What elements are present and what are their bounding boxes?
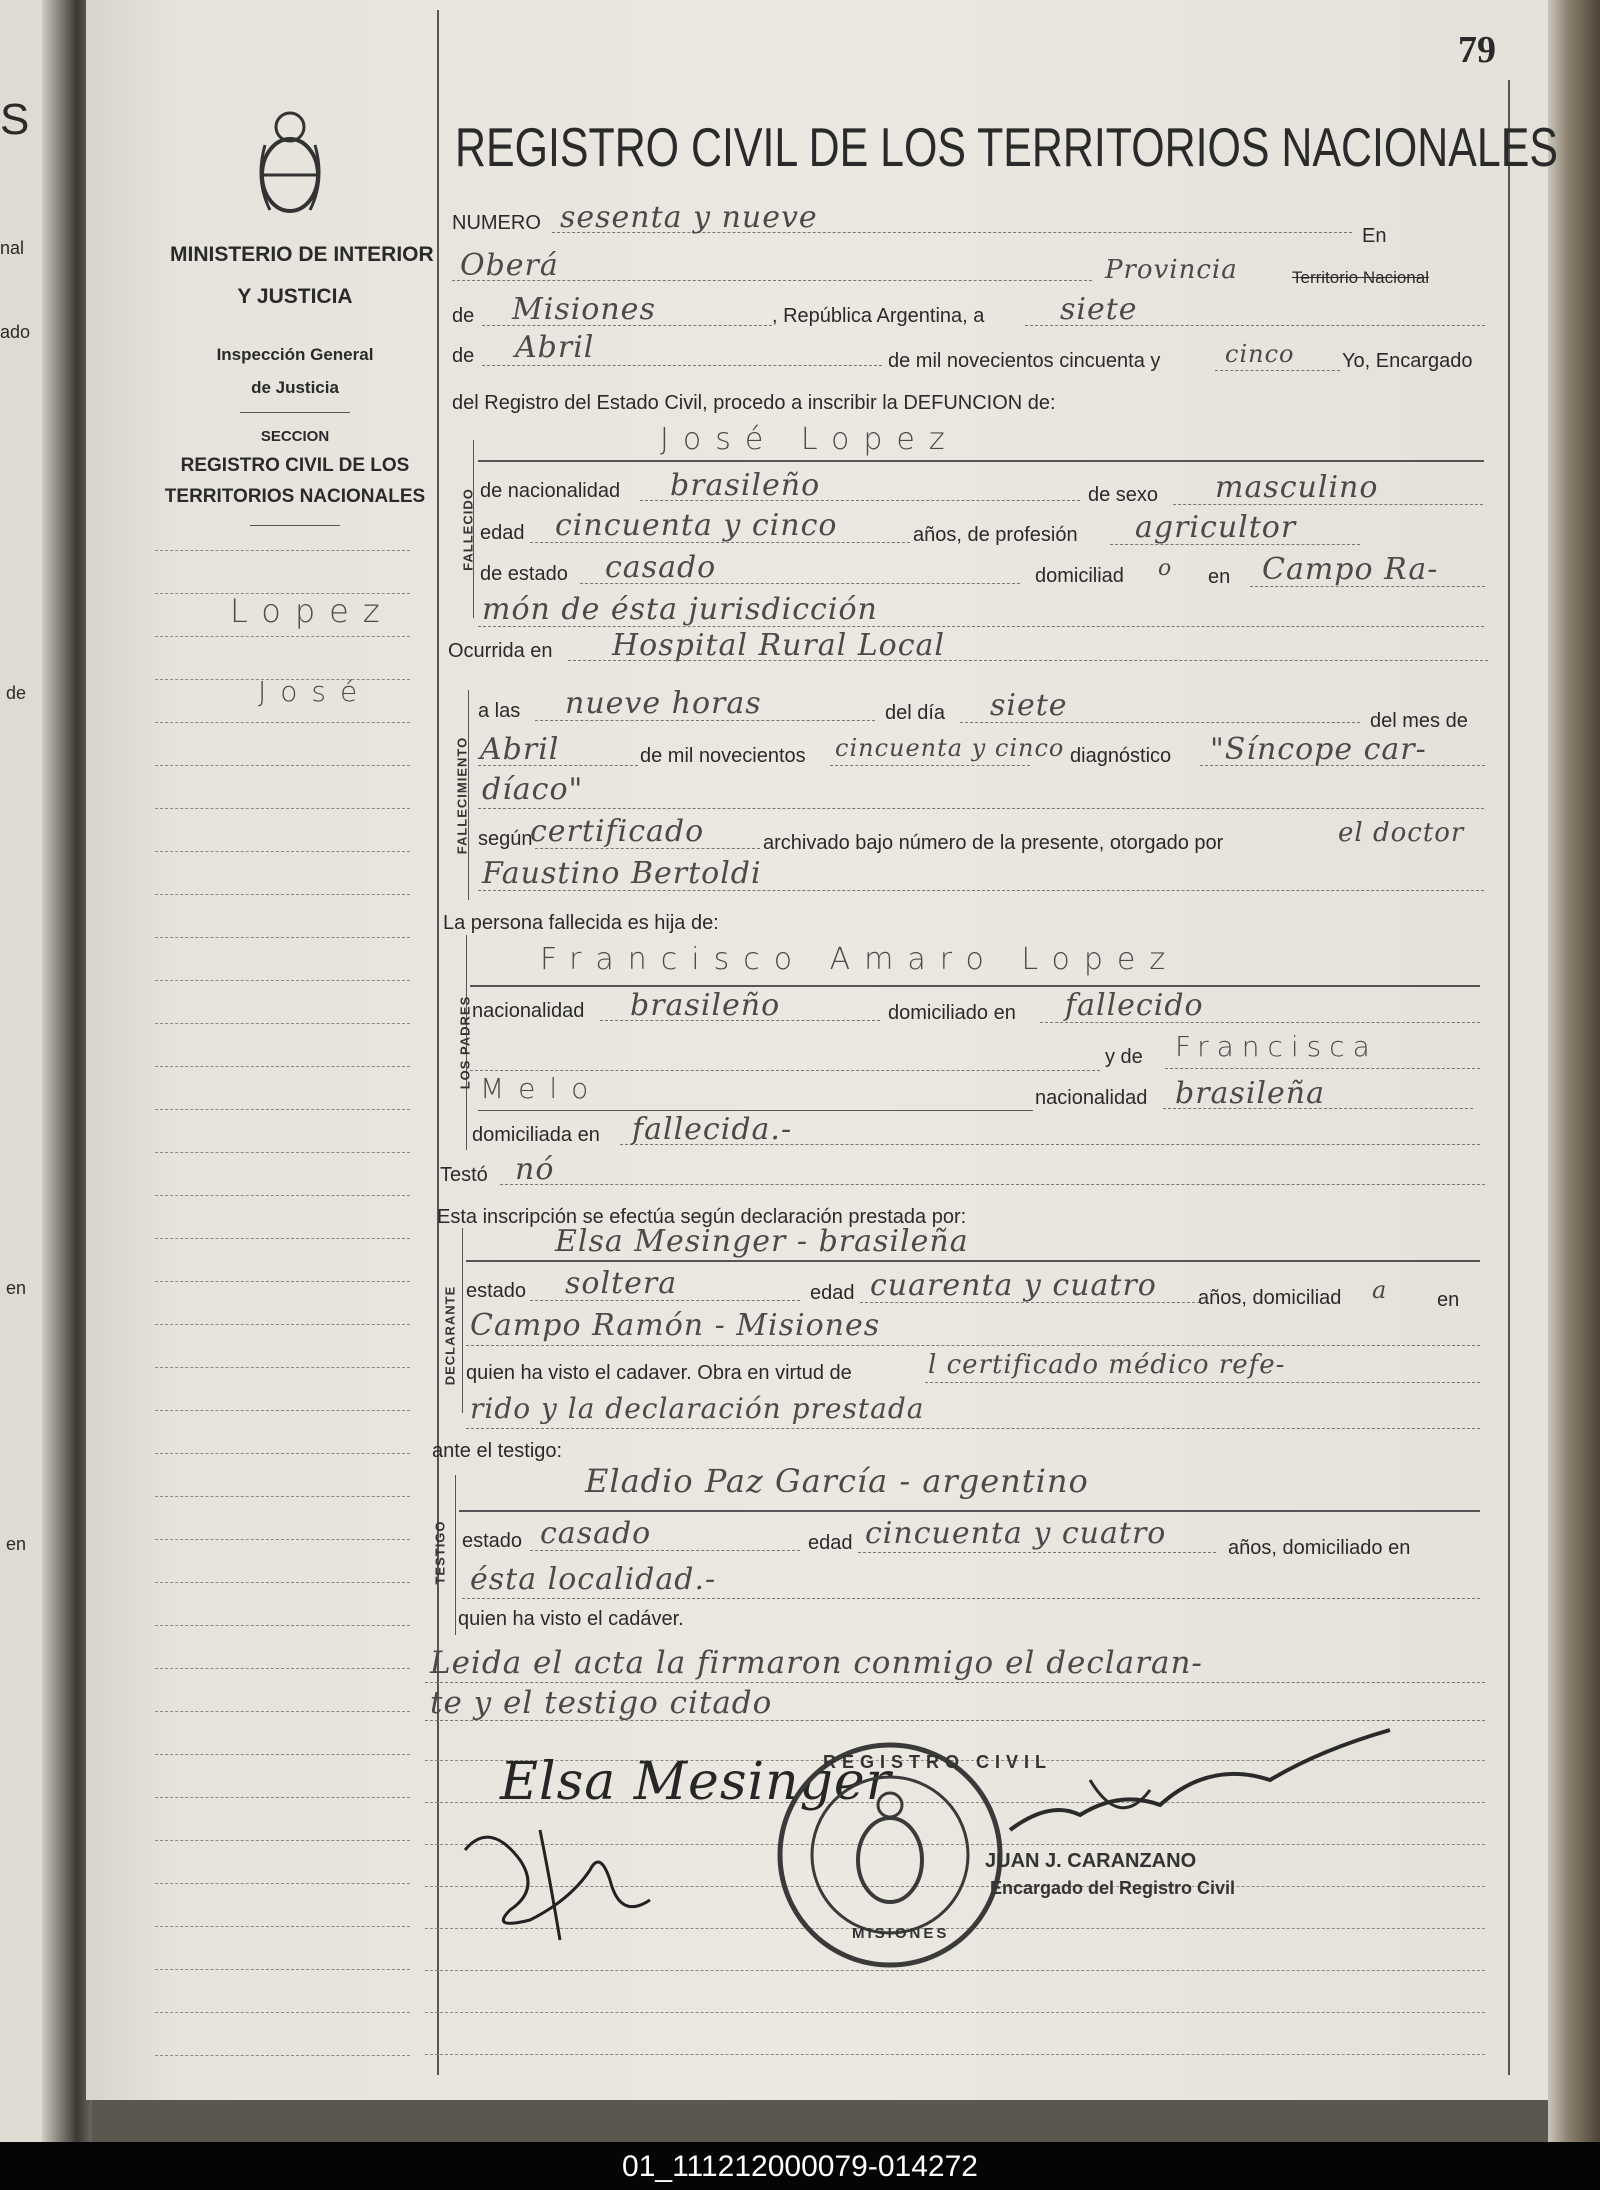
ocurrida-label: Ocurrida en xyxy=(448,640,553,662)
father-domicilio-value: fallecido xyxy=(1065,988,1204,1023)
declarant-signature: Elsa Mesinger xyxy=(500,1752,892,1812)
ruled-line xyxy=(155,1668,410,1669)
ruled-line xyxy=(155,765,410,766)
declarante-intro: Esta inscripción se efectúa según declaración prestada por: xyxy=(437,1206,967,1228)
ruled-line xyxy=(155,1840,410,1841)
territory-label: Territorio Nacional xyxy=(1292,268,1429,287)
ruled-line xyxy=(155,1754,410,1755)
frame-right xyxy=(1508,80,1510,2075)
diagnostico-value-2: díaco" xyxy=(482,772,584,807)
left-fragment: en xyxy=(6,1278,27,1298)
ruled-line xyxy=(155,1066,410,1067)
domiciliado-suffix: o xyxy=(1158,556,1173,581)
ruled-line xyxy=(155,1367,410,1368)
nacionalidad-label: de nacionalidad xyxy=(480,480,621,502)
day-value: siete xyxy=(1060,292,1138,327)
mother-surname: Melo xyxy=(480,1072,603,1105)
doctor-value: el doctor xyxy=(1338,818,1465,848)
dia-value: siete xyxy=(990,688,1068,723)
declarante-en-label: en xyxy=(1437,1289,1460,1311)
testigo-domicilio: ésta localidad.- xyxy=(470,1562,717,1597)
ruled-line xyxy=(155,894,410,895)
yo-text: Yo, Encargado xyxy=(1342,350,1473,372)
nacionalidad-value: brasileño xyxy=(670,468,821,503)
ruled-line xyxy=(155,2012,410,2013)
testigo-edad-value: cincuenta y cuatro xyxy=(865,1516,1167,1551)
diagnostico-label: diagnóstico xyxy=(1070,745,1172,767)
ruled-line xyxy=(425,2012,1485,2013)
section-label-declarante: DECLARANTE xyxy=(442,1285,458,1386)
ruled-line xyxy=(155,1969,410,1970)
officer-title: Encargado del Registro Civil xyxy=(990,1878,1236,1898)
numero-label: NUMERO xyxy=(452,212,541,234)
declarante-obra-value-2: rido y la declaración prestada xyxy=(470,1392,925,1425)
left-fragment: nal xyxy=(0,238,25,258)
mother-domiciliada-label: domiciliada en xyxy=(472,1124,600,1146)
year-value: cinco xyxy=(1225,340,1295,368)
ruled-line xyxy=(155,1281,410,1282)
testigo-anios-text: años, domiciliado en xyxy=(1228,1537,1411,1559)
ruled-line xyxy=(155,679,410,680)
ruled-line xyxy=(155,1324,410,1325)
page-number: 79 xyxy=(1458,29,1496,71)
testo-value: nó xyxy=(515,1152,555,1187)
ruled-line xyxy=(155,636,410,637)
stamp-bottom: MISIONES xyxy=(852,1925,950,1942)
declarante-anios-text: años, domiciliad xyxy=(1198,1287,1342,1309)
ruled-line xyxy=(155,980,410,981)
en-label: En xyxy=(1362,225,1387,247)
ruled-line xyxy=(155,1496,410,1497)
closing-line-1: Leida el acta la firmaron conmigo el declaran- xyxy=(430,1645,1203,1681)
declarante-estado-label: estado xyxy=(466,1280,527,1302)
officer-signature-icon xyxy=(990,1720,1410,1850)
ruled-line xyxy=(155,1797,410,1798)
coat-of-arms-icon xyxy=(255,105,325,225)
ruled-line xyxy=(155,1883,410,1884)
testigo-edad-label: edad xyxy=(808,1532,853,1554)
father-nacionalidad-value: brasileño xyxy=(630,988,781,1023)
mother-name: Francisca xyxy=(1175,1030,1378,1063)
frame-left xyxy=(437,10,439,2075)
ruled-line xyxy=(155,1926,410,1927)
year-text: de mil novecientos cincuenta y xyxy=(888,350,1161,372)
ruled-line xyxy=(425,2054,1485,2055)
domicilio-en-label: en xyxy=(1208,566,1231,588)
stamp-text: REGISTRO CIVIL xyxy=(823,1752,1053,1772)
ruled-line xyxy=(155,851,410,852)
document-id: 01_111212000079-014272 xyxy=(622,2150,978,2183)
edad-label: edad xyxy=(480,522,525,544)
sexo-value: masculino xyxy=(1215,470,1379,505)
section-label-padres: LOS PADRES xyxy=(457,995,473,1090)
book-gutter xyxy=(42,0,92,2142)
ruled-line xyxy=(155,1023,410,1024)
mother-domicilio-value: fallecida.- xyxy=(632,1112,793,1147)
testo-label: Testó xyxy=(440,1164,488,1186)
estado-label: de estado xyxy=(480,563,568,585)
ocurrida-value: Hospital Rural Local xyxy=(612,628,946,663)
inspection-name: Inspección General xyxy=(216,345,374,364)
registry-text: del Registro del Estado Civil, procedo a inscribir la DEFUNCION de: xyxy=(452,392,1056,414)
hora-value: nueve horas xyxy=(565,686,762,721)
book-edge xyxy=(1548,0,1600,2142)
declarante-obra-value: l certificado médico refe- xyxy=(928,1350,1286,1380)
declarante-estado-value: soltera xyxy=(565,1266,678,1301)
ruled-line xyxy=(155,1195,410,1196)
section-name-2: TERRITORIOS NACIONALES xyxy=(164,486,426,507)
declarante-domicilio: Campo Ramón - Misiones xyxy=(470,1308,881,1343)
testigo-vio-text: quien ha visto el cadáver. xyxy=(458,1608,684,1630)
ruled-line xyxy=(155,1539,410,1540)
diagnostico-value: "Síncope car- xyxy=(1210,732,1427,767)
a-las-label: a las xyxy=(478,700,521,722)
numero-value: sesenta y nueve xyxy=(560,200,818,235)
testigo-intro: ante el testigo: xyxy=(432,1440,563,1462)
declarante-edad-value: cuarenta y cuatro xyxy=(870,1268,1157,1303)
officer-name: JUAN J. CARANZANO xyxy=(985,1850,1197,1872)
ruled-line xyxy=(155,1625,410,1626)
ruled-line xyxy=(155,550,410,551)
left-fragment: en xyxy=(6,1534,27,1554)
father-nacionalidad-label: nacionalidad xyxy=(472,1000,585,1022)
province-handwritten: Provincia xyxy=(1105,255,1238,285)
section-label-fallecido: FALLECIDO xyxy=(460,488,476,571)
testigo-name: Eladio Paz García - argentino xyxy=(585,1462,1089,1500)
de2-label: de xyxy=(452,345,475,367)
declarante-suffix: a xyxy=(1372,1276,1388,1304)
left-fragment: de xyxy=(6,683,27,703)
page-title: REGISTRO CIVIL DE LOS TERRITORIOS NACIONALES xyxy=(455,116,1558,178)
father-name: Francisco Amaro Lopez xyxy=(540,942,1180,977)
anio-label: de mil novecientos xyxy=(640,745,806,767)
margin-surname: Lopez xyxy=(230,592,394,630)
witness-signature-icon xyxy=(450,1810,690,1950)
sexo-label: de sexo xyxy=(1088,484,1159,506)
ruled-line xyxy=(155,808,410,809)
ruled-line xyxy=(155,1152,410,1153)
ministry-name-2: Y JUSTICIA xyxy=(237,285,353,308)
domicilio-value-2: món de ésta jurisdicción xyxy=(482,592,878,627)
ruled-line xyxy=(155,1711,410,1712)
mother-nacionalidad-value: brasileña xyxy=(1175,1076,1325,1111)
section-label-testigo: TESTIGO xyxy=(432,1520,448,1585)
province-name: Misiones xyxy=(512,292,656,327)
ruled-line xyxy=(155,2055,410,2056)
closing-line-2: te y el testigo citado xyxy=(430,1685,773,1721)
testigo-estado-label: estado xyxy=(462,1530,523,1552)
section-label: SECCION xyxy=(260,428,330,445)
divider xyxy=(250,525,340,526)
y-de-label: y de xyxy=(1105,1046,1143,1068)
section-name: REGISTRO CIVIL DE LOS xyxy=(180,455,410,476)
testigo-estado-value: casado xyxy=(540,1516,652,1551)
domicilio-value: Campo Ra- xyxy=(1262,552,1439,587)
father-domiciliado-label: domiciliado en xyxy=(888,1002,1016,1024)
ruled-line xyxy=(155,1109,410,1110)
ministry-name: MINISTERIO DE INTERIOR xyxy=(170,243,434,266)
mes-value: Abril xyxy=(480,732,560,767)
profesion-label: años, de profesión xyxy=(913,524,1078,546)
archivado-text: archivado bajo número de la presente, otorgado por xyxy=(763,832,1224,854)
ruled-line xyxy=(155,1582,410,1583)
segun-value: certificado xyxy=(530,814,705,849)
ruled-line xyxy=(155,593,410,594)
declarante-vio-text: quien ha visto el cadaver. Obra en virtud de xyxy=(466,1362,852,1384)
ruled-line xyxy=(155,1453,410,1454)
republic-text: , República Argentina, a xyxy=(772,305,985,327)
divider xyxy=(240,412,350,413)
padres-intro: La persona fallecida es hija de: xyxy=(443,912,719,934)
deceased-name: José Lopez xyxy=(660,422,959,457)
ruled-line xyxy=(155,1238,410,1239)
ruled-line xyxy=(155,1410,410,1411)
de-label: de xyxy=(452,305,475,327)
domiciliado-label: domiciliad xyxy=(1035,565,1124,587)
left-fragment: S xyxy=(0,95,30,144)
section-label-fallecimiento: FALLECIMIENTO xyxy=(454,736,470,855)
declarante-name: Elsa Mesinger - brasileña xyxy=(555,1224,969,1259)
margin-given-name: José xyxy=(258,675,372,708)
ruled-line xyxy=(155,722,410,723)
mother-nacionalidad-label: nacionalidad xyxy=(1035,1087,1148,1109)
inspection-name-2: de Justicia xyxy=(251,378,339,397)
ruled-line xyxy=(155,937,410,938)
left-fragment: ado xyxy=(0,322,31,342)
segun-label: según xyxy=(478,828,533,850)
mes-label: del mes de xyxy=(1370,710,1468,732)
declarante-edad-label: edad xyxy=(810,1282,855,1304)
estado-value: casado xyxy=(605,550,717,585)
anio-value: cincuenta y cinco xyxy=(835,734,1065,762)
doctor-name: Faustino Bertoldi xyxy=(482,856,762,891)
month-value: Abril xyxy=(515,330,595,365)
dia-label: del día xyxy=(885,702,946,724)
place-value: Oberá xyxy=(460,248,559,283)
edad-value: cincuenta y cinco xyxy=(555,508,838,543)
profesion-value: agricultor xyxy=(1135,510,1297,545)
